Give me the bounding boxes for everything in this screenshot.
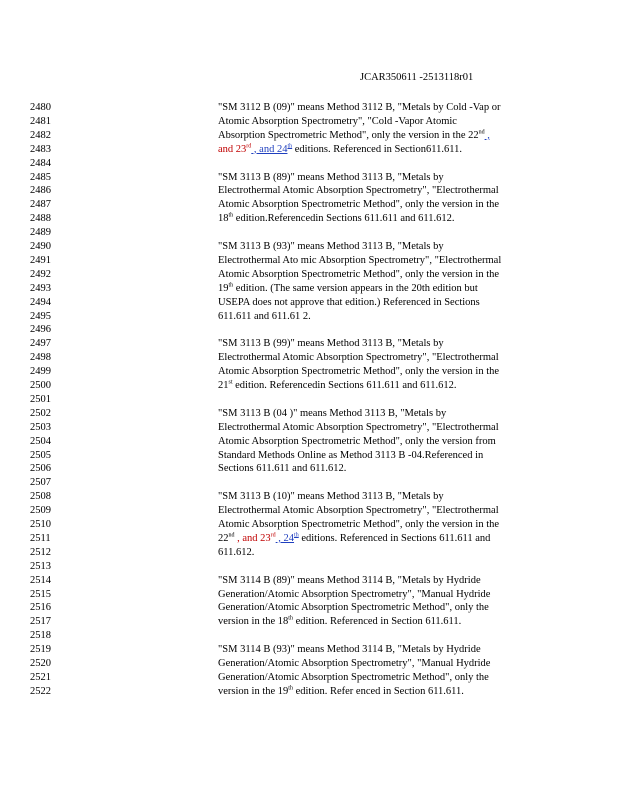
text-run: "SM 3113 B (99)" means Method 3113 B, "Metals by <box>218 338 444 350</box>
text-run: Electrothermal Atomic Absorption Spectrometry", "Electrothermal <box>218 505 499 517</box>
superscript: st <box>228 379 233 386</box>
text-run: editions. Referenced in Section611.611. <box>292 143 462 155</box>
text-run: 19 <box>218 282 229 294</box>
line-number: 2484 <box>30 157 51 169</box>
line-number: 2517 <box>30 616 51 628</box>
text-run: edition. Referencedin Sections 611.611 and 611.612. <box>232 380 457 391</box>
line-number: 2508 <box>30 491 51 503</box>
text-run: "SM 3114 B (89)" means Method 3114 B, "Metals by Hydride <box>218 574 481 586</box>
line-number: 2494 <box>30 296 51 308</box>
text-run: 611.612. <box>218 546 255 558</box>
line-number: 2486 <box>30 185 51 197</box>
text-run: version in the 19 <box>218 685 289 697</box>
text-line <box>218 240 540 254</box>
line-number: 2500 <box>30 380 51 391</box>
text-line <box>218 296 540 310</box>
superscript: nd <box>228 532 235 539</box>
text-run: "SM 3114 B (93)" means Method 3114 B, "Metals by Hydride <box>218 644 481 656</box>
text-run: "SM 3113 B (04 )" means Method 3113 B, "Metals by <box>218 407 447 419</box>
line-number: 2481 <box>30 115 51 127</box>
text-run: , and 24 <box>251 143 288 155</box>
text-line <box>218 212 540 226</box>
line-number: 2491 <box>30 254 51 266</box>
text-line <box>218 601 540 615</box>
line-number: 2501 <box>30 393 51 405</box>
text-line <box>218 671 540 685</box>
line-number: 2514 <box>30 574 51 586</box>
text-run: USEPA does not approve that edition.) Referenced in Sections <box>218 296 480 308</box>
text-run: Atomic Absorption Spectrometric Method", only the version in the <box>218 199 500 211</box>
line-number: 2510 <box>30 519 51 530</box>
line-number: 2509 <box>30 505 51 517</box>
line-number: 2505 <box>30 449 51 461</box>
text-run: 22 <box>218 532 229 544</box>
line-number: 2516 <box>30 602 51 614</box>
text-run: Electrothermal Atomic Absorption Spectrometry", "Electrothermal <box>218 185 499 197</box>
line-number: 2502 <box>30 407 51 419</box>
text-line <box>218 657 540 671</box>
line-number: 2497 <box>30 338 51 350</box>
line-number: 2518 <box>30 630 51 642</box>
text-run: Electrothermal Ato mic Absorption Spectrometry", "Electrothermal <box>218 254 502 266</box>
text-line <box>218 337 540 351</box>
text-line <box>218 546 540 560</box>
text-run: "SM 3113 B (93)" means Method 3113 B, "Metals by <box>218 241 444 252</box>
text-run: , <box>484 129 490 141</box>
text-line <box>218 449 540 463</box>
text-line <box>218 435 540 449</box>
superscript: th <box>228 282 234 289</box>
text-line <box>218 462 540 476</box>
line-number: 2504 <box>30 435 51 447</box>
line-number: 2487 <box>30 199 51 211</box>
text-line <box>218 115 540 129</box>
text-run: Standard Methods Online as Method 3113 B -04.Referenced in <box>218 449 484 461</box>
text-run: 21 <box>218 380 229 391</box>
text-run: edition.Referencedin Sections 611.611 and 611.612. <box>233 213 455 225</box>
line-number: 2485 <box>30 171 51 183</box>
text-line <box>218 421 540 435</box>
superscript: th <box>288 615 293 622</box>
text-run: "SM 3112 B (09)" means Method 3112 B, "Metals by Cold -Vap or <box>218 102 501 113</box>
line-number: 2506 <box>30 463 51 475</box>
line-number: 2515 <box>30 588 51 600</box>
line-number: 2512 <box>30 546 51 558</box>
text-run: Generation/Atomic Absorption Spectrometric Method", only the <box>218 671 489 683</box>
line-number: 2503 <box>30 421 51 433</box>
document-id-header: JCAR350611 -2513118r01 <box>360 72 474 83</box>
line-number: 2496 <box>30 324 51 336</box>
text-run: Electrothermal Atomic Absorption Spectrometry", "Electrothermal <box>218 352 499 364</box>
text-line <box>218 504 540 518</box>
text-run: , and 23 <box>234 532 271 544</box>
text-line <box>218 198 540 212</box>
superscript: rd <box>270 532 276 539</box>
superscript: th <box>288 685 293 692</box>
text-line <box>218 101 540 115</box>
line-number: 2489 <box>30 227 51 239</box>
line-number: 2519 <box>30 644 51 656</box>
text-run: edition. Refer enced in Section 611.611. <box>292 685 464 697</box>
text-run: Generation/Atomic Absorption Spectrometric Method", only the <box>218 602 489 614</box>
text-line <box>218 490 540 504</box>
line-number: 2493 <box>30 282 51 294</box>
text-run: edition. Referenced in Section 611.611. <box>292 616 462 628</box>
text-line <box>218 615 540 629</box>
text-line <box>218 685 540 699</box>
line-number: 2522 <box>30 685 51 697</box>
text-run: , 24 <box>275 532 295 544</box>
line-number: 2488 <box>30 213 51 225</box>
text-line <box>218 574 540 588</box>
text-line <box>218 532 540 546</box>
text-line <box>218 184 540 198</box>
text-run: "SM 3113 B (89)" means Method 3113 B, "Metals by <box>218 171 444 183</box>
line-number: 2511 <box>30 532 51 544</box>
text-line <box>218 643 540 657</box>
line-number: 2495 <box>30 310 51 322</box>
superscript: nd <box>478 129 485 136</box>
text-line <box>218 518 540 532</box>
text-line <box>218 129 540 143</box>
line-number: 2490 <box>30 241 51 252</box>
text-run: Sections 611.611 and 611.612. <box>218 463 347 475</box>
line-number: 2520 <box>30 658 51 669</box>
text-run: 611.611 and 611.61 2. <box>218 310 311 322</box>
text-line <box>218 379 540 393</box>
text-run: Generation/Atomic Absorption Spectrometry", "Manual Hydride <box>218 658 491 669</box>
text-line <box>218 407 540 421</box>
text-line <box>218 588 540 602</box>
text-line <box>218 351 540 365</box>
text-line <box>218 143 540 157</box>
text-run: Electrothermal Atomic Absorption Spectrometry", "Electrothermal <box>218 421 499 433</box>
superscript: th <box>294 532 299 539</box>
text-run: and 23 <box>218 143 247 155</box>
text-line <box>218 365 540 379</box>
line-number: 2521 <box>30 671 51 683</box>
line-number: 2482 <box>30 129 51 141</box>
text-line <box>218 171 540 185</box>
superscript: th <box>228 212 234 219</box>
text-line <box>218 254 540 268</box>
superscript: rd <box>246 143 252 150</box>
text-run: Generation/Atomic Absorption Spectrometry", "Manual Hydride <box>218 588 491 600</box>
text-line <box>218 268 540 282</box>
line-number: 2483 <box>30 143 51 155</box>
text-run: Atomic Absorption Spectrometric Method", only the version in the <box>218 366 500 378</box>
text-run: Atomic Absorption Spectrometric Method", only the version from <box>218 435 496 447</box>
superscript: th <box>287 143 293 150</box>
text-line <box>218 282 540 296</box>
text-run: 18 <box>218 213 229 225</box>
line-number: 2498 <box>30 352 51 364</box>
line-number: 2492 <box>30 268 51 280</box>
line-number: 2507 <box>30 477 51 489</box>
text-run: edition. (The same version appears in the 20th edition but <box>233 282 478 294</box>
text-run: Atomic Absorption Spectrometric Method", only the version in the <box>218 519 500 530</box>
text-run: version in the 18 <box>218 616 289 628</box>
text-run: Atomic Absorption Spectrometric Method", only the version in the <box>218 268 500 280</box>
text-run: "SM 3113 B (10)" means Method 3113 B, "Metals by <box>218 491 444 503</box>
line-number: 2480 <box>30 102 51 113</box>
text-run: editions. Referenced in Sections 611.611 and <box>298 532 491 544</box>
line-number: 2513 <box>30 560 51 572</box>
text-run: Absorption Spectrometric Method", only the version in the 22 <box>218 129 479 141</box>
line-number: 2499 <box>30 366 51 378</box>
text-line <box>218 310 540 324</box>
text-run: Atomic Absorption Spectrometry", "Cold -Vapor Atomic <box>218 115 457 127</box>
